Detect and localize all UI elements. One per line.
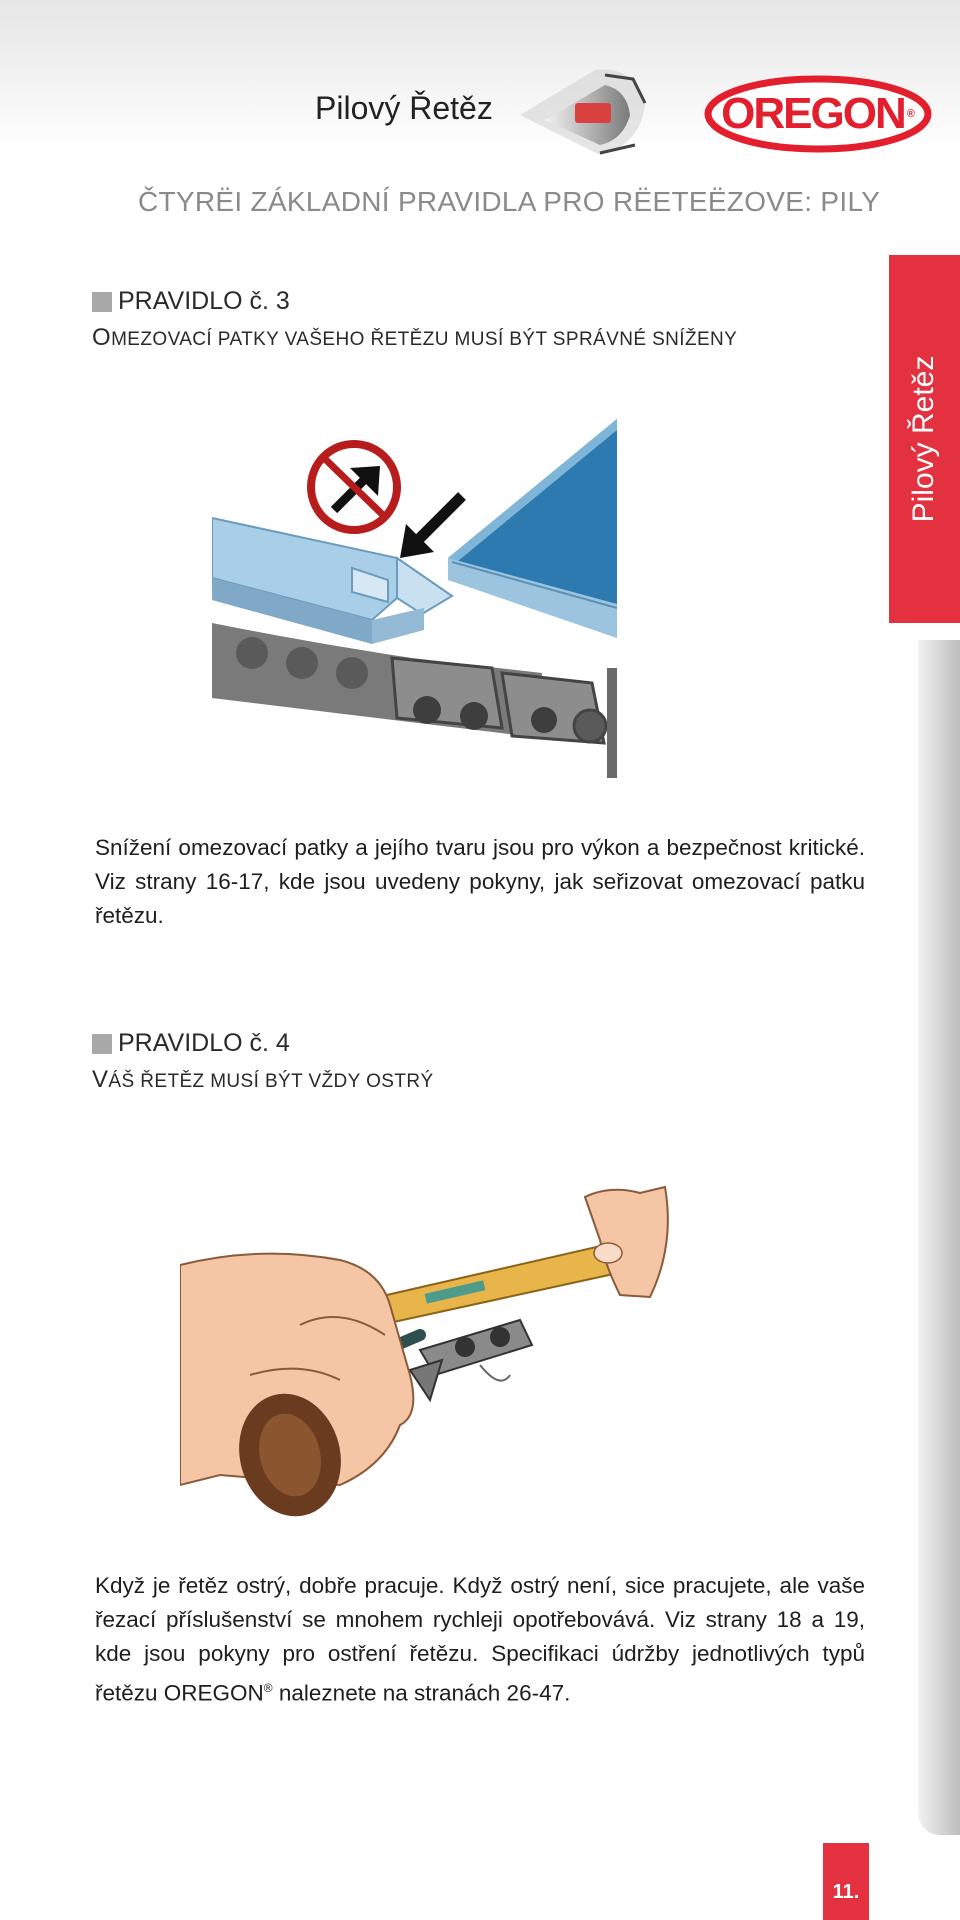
flat-file-icon: [448, 419, 617, 638]
square-bullet-icon: [92, 1034, 112, 1054]
main-heading: ČTYRËI ZÁKLADNÍ PRAVIDLA PRO RËETEËZOVE: PILY: [138, 186, 881, 217]
rule-3-title: PRAVIDLO č. 3: [118, 287, 290, 315]
depth-gauge-illustration: [212, 418, 622, 780]
right-edge-band: [918, 640, 960, 1835]
square-bullet-icon: [92, 292, 112, 312]
rule-4-subtitle: VÁŠ ŘETĚZ MUSÍ BÝT VŽDY OSTRÝ: [92, 1066, 434, 1093]
page-number: 11.: [832, 1881, 860, 1903]
saw-chain: [212, 623, 617, 778]
rule-4-text: Když je řetěz ostrý, dobře pracuje. Když ostrý není, sice pracujete, ale vaše řezací příslušenství se mnohem rychleji opotřebovává. Viz strany 18 a 19, kde jsou pokyny pro ostření řetězu. Specifikaci údržby jednotlivých typů řetězu OREGON® naleznete na stranách 26-47.: [95, 1573, 865, 1706]
arrow-down-left-icon: [400, 496, 462, 558]
rule-3-heading: [92, 287, 290, 316]
chainsaw-bar-image: [505, 45, 665, 185]
page-number-tab: [823, 1843, 869, 1920]
right-hand: [585, 1187, 668, 1297]
rule-4-title: PRAVIDLO č. 4: [118, 1029, 290, 1057]
logo-text: OREGON: [721, 89, 905, 138]
rule-4-heading: [92, 1029, 290, 1058]
header-title: Pilový Řetěz: [315, 90, 493, 126]
side-tab-label: Pilový Řetěz: [907, 355, 940, 523]
prohibition-sign-icon: [311, 444, 397, 530]
rule-3-subtitle: OMEZOVACÍ PATKY VAŠEHO ŘETĚZU MUSÍ BÝT SPRÁVNÉ SNÍŽENY: [92, 324, 738, 351]
logo-registered-mark: ®: [906, 108, 915, 120]
side-tab: [889, 255, 960, 623]
oregon-logo: [704, 75, 932, 153]
chain-sharpening-illustration: [180, 1185, 680, 1525]
rule-3-text: Snížení omezovací patky a jejího tvaru jsou pro výkon a bezpečnost kritické. Viz strany 16-17, kde jsou uvedeny pokyny, jak seřizovat omezovací patku řetězu.: [95, 835, 865, 928]
saw-chain: [410, 1320, 532, 1400]
file-guide-tool: [365, 1245, 618, 1325]
